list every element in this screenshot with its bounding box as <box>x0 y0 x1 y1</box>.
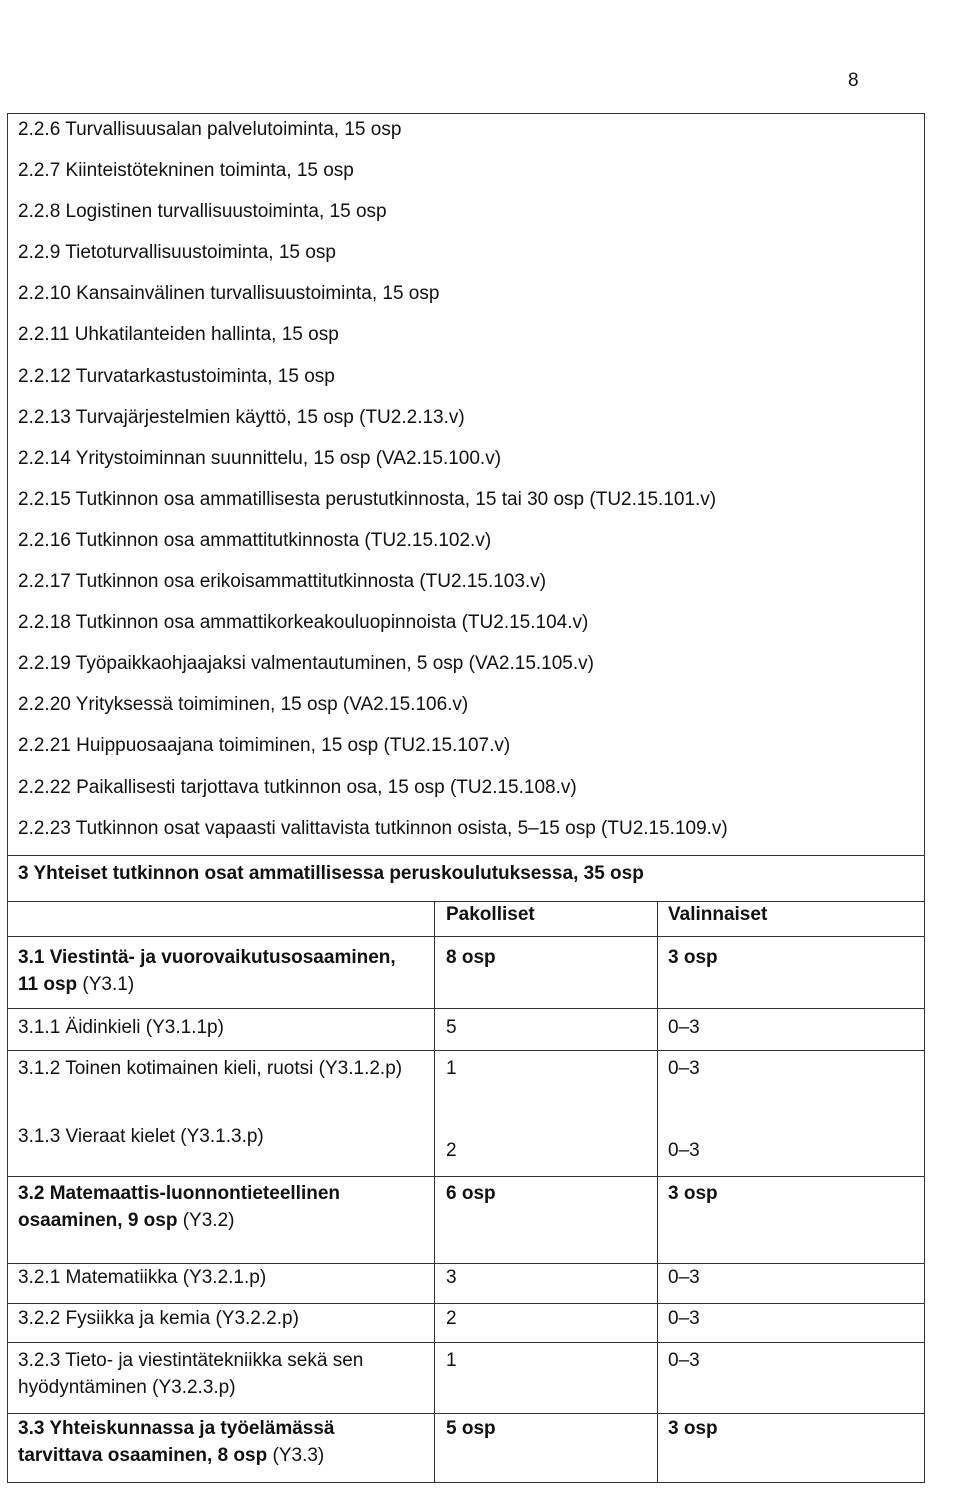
row-name-text: 3.2.1 Matematiikka (Y3.2.1.p) <box>18 1267 267 1288</box>
row-name-text: (Y3.1) <box>77 974 135 995</box>
row-name <box>18 1264 418 1291</box>
row-divider <box>7 1176 925 1177</box>
row-pakolliset: 5 <box>446 1017 457 1038</box>
row-divider <box>7 1008 925 1009</box>
header-valinnaiset: Valinnaiset <box>668 904 768 925</box>
list-item: 2.2.23 Tutkinnon osat vapaasti valittavista tutkinnon osista, 5–15 osp (TU2.15.109.v) <box>18 817 728 839</box>
row-name-bold: 3.3 Yhteiskunnassa ja työelämässä tarvittava osaaminen, 8 osp <box>18 1418 335 1466</box>
row-name-text: 3.1.2 Toinen kotimainen kieli, ruotsi (Y3.1.2.p) <box>18 1058 403 1079</box>
row-pakolliset: 6 osp <box>446 1183 496 1204</box>
row-name <box>18 1014 418 1041</box>
row-valinnaiset: 0–3 <box>668 1267 700 1288</box>
list-item: 2.2.13 Turvajärjestelmien käyttö, 15 osp (TU2.2.13.v) <box>18 406 465 428</box>
row-name <box>18 1055 418 1082</box>
list-item: 2.2.18 Tutkinnon osa ammattikorkeakouluopinnoista (TU2.15.104.v) <box>18 612 589 634</box>
page-number: 8 <box>848 70 859 91</box>
list-item: 2.2.16 Tutkinnon osa ammattitutkinnosta (TU2.15.102.v) <box>18 529 492 551</box>
list-item: 2.2.20 Yrityksessä toimiminen, 15 osp (VA2.15.106.v) <box>18 694 469 716</box>
row-name-text: (Y3.2) <box>177 1210 235 1231</box>
row-divider <box>7 1342 925 1343</box>
module-list <box>18 115 728 855</box>
list-item: 2.2.14 Yritystoiminnan suunnittelu, 15 osp (VA2.15.100.v) <box>18 447 502 469</box>
row-name-text: 3.2.2 Fysiikka ja kemia (Y3.2.2.p) <box>18 1308 299 1329</box>
list-item: 2.2.12 Turvatarkastustoiminta, 15 osp <box>18 365 335 387</box>
list-item: 2.2.6 Turvallisuusalan palvelutoiminta, 15 osp <box>18 119 402 140</box>
row-divider <box>7 1413 925 1414</box>
row-pakolliset: 3 <box>446 1267 457 1288</box>
row-pakolliset: 1 <box>446 1058 457 1079</box>
row-valinnaiset: 0–3 <box>668 1058 700 1079</box>
list-item: 2.2.21 Huippuosaajana toimiminen, 15 osp (TU2.15.107.v) <box>18 735 511 757</box>
row-name <box>18 944 418 998</box>
row-valinnaiset: 3 osp <box>668 947 718 968</box>
row-valinnaiset: 3 osp <box>668 1183 718 1204</box>
column-divider <box>657 901 658 1483</box>
row-valinnaiset: 0–3 <box>668 1350 700 1371</box>
row-name-bold: 3.2 Matemaattis-luonnontieteellinen osaaminen, 9 osp <box>18 1183 340 1231</box>
section-title: 3 Yhteiset tutkinnon osat ammatillisessa peruskoulutuksessa, 35 osp <box>18 863 644 884</box>
row-pakolliset: 5 osp <box>446 1418 496 1439</box>
list-item: 2.2.17 Tutkinnon osa erikoisammattitutkinnosta (TU2.15.103.v) <box>18 571 547 593</box>
list-item: 2.2.8 Logistinen turvallisuustoiminta, 15 osp <box>18 201 387 223</box>
list-item: 2.2.9 Tietoturvallisuustoiminta, 15 osp <box>18 242 336 264</box>
list-item: 2.2.10 Kansainvälinen turvallisuustoiminta, 15 osp <box>18 283 440 305</box>
divider <box>7 855 925 856</box>
row-valinnaiset: 0–3 <box>668 1308 700 1329</box>
row-valinnaiset: 0–3 <box>668 1140 700 1161</box>
row-valinnaiset: 0–3 <box>668 1017 700 1038</box>
row-name <box>18 1305 418 1332</box>
row-divider <box>7 1303 925 1304</box>
list-item: 2.2.22 Paikallisesti tarjottava tutkinnon osa, 15 osp (TU2.15.108.v) <box>18 776 577 798</box>
row-name <box>18 1123 418 1150</box>
row-name-bold: 3.1 Viestintä- ja vuorovaikutusosaaminen, 11 osp <box>18 947 396 995</box>
list-item: 2.2.15 Tutkinnon osa ammatillisesta perustutkinnosta, 15 tai 30 osp (TU2.15.101.v) <box>18 488 717 510</box>
row-name-text: 3.2.3 Tieto- ja viestintätekniikka sekä sen hyödyntäminen (Y3.2.3.p) <box>18 1350 364 1398</box>
row-pakolliset: 2 <box>446 1140 457 1161</box>
list-item: 2.2.7 Kiinteistötekninen toiminta, 15 osp <box>18 160 354 182</box>
row-name <box>18 1415 418 1469</box>
row-name-text: 3.1.1 Äidinkieli (Y3.1.1p) <box>18 1017 224 1038</box>
row-pakolliset: 8 osp <box>446 947 496 968</box>
header-pakolliset: Pakolliset <box>446 904 535 925</box>
list-item: 2.2.19 Työpaikkaohjaajaksi valmentautuminen, 5 osp (VA2.15.105.v) <box>18 653 594 675</box>
row-name-text: 3.1.3 Vieraat kielet (Y3.1.3.p) <box>18 1126 264 1147</box>
row-name <box>18 1180 418 1234</box>
row-valinnaiset: 3 osp <box>668 1418 718 1439</box>
row-name <box>18 1347 418 1401</box>
row-divider <box>7 1050 925 1051</box>
row-pakolliset: 1 <box>446 1350 457 1371</box>
list-item: 2.2.11 Uhkatilanteiden hallinta, 15 osp <box>18 324 339 346</box>
row-pakolliset: 2 <box>446 1308 457 1329</box>
divider <box>7 936 925 937</box>
row-name-text: (Y3.3) <box>267 1445 325 1466</box>
column-divider <box>434 901 435 1483</box>
